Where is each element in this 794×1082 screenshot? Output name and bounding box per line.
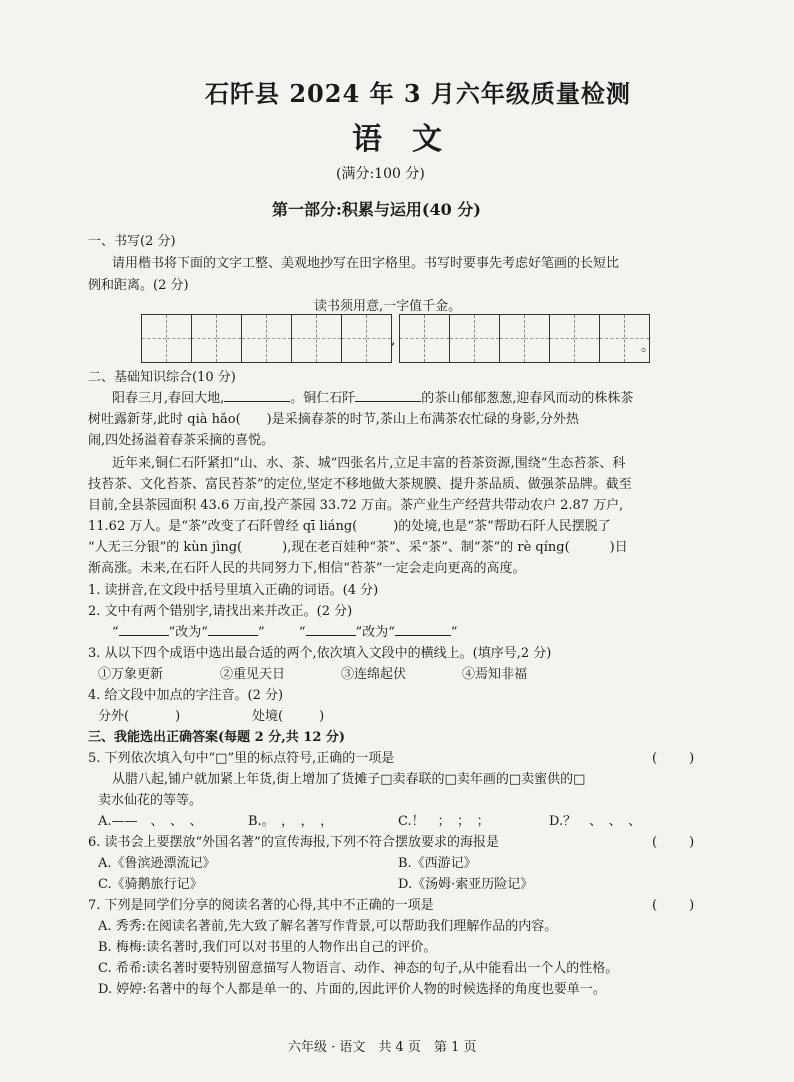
typo-blank[interactable] <box>119 623 169 636</box>
copy-phrase: 读书须用意,一字值千金。 <box>314 299 462 314</box>
q5-option-d[interactable]: D.？ 、 、 、 <box>549 814 642 829</box>
passage-text: 的茶山郁郁葱葱,迎春风而动的株株茶 <box>421 391 634 406</box>
passage-line <box>88 408 579 427</box>
sub-question-4: 4. 给文段中加点的字注音。(2 分) <box>88 688 284 703</box>
passage-line: 近年来,铜仁石阡紧扣“山、水、茶、城”四张名片,立足丰富的苔茶资源,围绕“生态苔茶、科 <box>112 456 626 471</box>
passage-text: 树吐露新芽,此时 qià hǎo( <box>88 412 241 427</box>
grid-comma: , <box>391 332 396 348</box>
passage-text: )日 <box>609 540 628 555</box>
question-7: 7. 下列是同学们分享的阅读名著的心得,其中不正确的一项是 <box>88 898 434 913</box>
typo-blank[interactable] <box>208 623 258 636</box>
idiom-option-1: ①万象更新 <box>98 667 164 682</box>
q7-option-d[interactable]: D. 婷婷:名著中的每个人都是单一的、片面的,因此评价人物的时候选择的角度也要单一。 <box>98 982 606 997</box>
q3-heading: 三、我能选出正确答案(每题 2 分,共 12 分) <box>88 730 346 745</box>
passage-text: “人无三分银”的 kùn jìng( <box>88 540 243 555</box>
q6-option-b[interactable]: B.《西游记》 <box>398 856 477 871</box>
idiom-blank-1[interactable] <box>224 389 290 402</box>
typo-label: ”改为“ <box>168 625 208 640</box>
part-one-heading: 第一部分:积累与运用(40 分) <box>272 200 481 219</box>
q1-instruction-1: 请用楷书将下面的文字工整、美观地抄写在田字格里。书写时要事先考虑好笔画的长短比 <box>112 256 620 271</box>
passage-text: 11.62 万人。是“茶”改变了石阡曾经 qī liáng( <box>88 519 358 534</box>
q6-option-c[interactable]: C.《骑鹅旅行记》 <box>98 877 203 892</box>
writing-grid-left[interactable] <box>141 314 392 363</box>
passage-line: 目前,全县茶园面积 43.6 万亩,投产茶园 33.72 万亩。茶产业生产经营共带动农户 2.87 万户, <box>88 498 624 513</box>
answer-paren-6[interactable]: ( ) <box>652 835 697 850</box>
q5-option-c[interactable]: C.！ ； ； ； <box>398 814 490 829</box>
passage-text: 阳春三月,春回大地, <box>112 391 225 406</box>
phonetic-label: 处境( <box>252 709 284 724</box>
sub-question-3: 3. 从以下四个成语中选出最合适的两个,依次填入文段中的横线上。(填序号,2 分) <box>88 646 552 661</box>
grid-period: 。 <box>641 339 655 355</box>
passage-line <box>112 387 633 406</box>
q5-sentence-2: 卖水仙花的等等。 <box>98 793 203 808</box>
quote-mark: “ <box>112 625 119 640</box>
q6-option-d[interactable]: D.《汤姆·索亚历险记》 <box>398 877 534 892</box>
q6-option-a[interactable]: A.《鲁滨逊漂流记》 <box>98 856 216 871</box>
q1-heading: 一、书写(2 分) <box>88 234 176 249</box>
q7-option-a[interactable]: A. 秀秀:在阅读名著前,先大致了解名著写作背景,可以帮助我们理解作品的内容。 <box>98 919 558 934</box>
phonetic-label: 分外( <box>98 709 130 724</box>
exam-title: 石阡县 2024 年 3 月六年级质量检测 <box>205 79 631 108</box>
subject-title: 语文 <box>352 122 472 157</box>
full-score: (满分:100 分) <box>336 166 425 182</box>
typo-blank[interactable] <box>395 623 451 636</box>
answer-paren-7[interactable]: ( ) <box>652 898 697 913</box>
passage-line <box>88 536 628 555</box>
typo-blank[interactable] <box>306 623 356 636</box>
phonetic-answer-1 <box>98 705 180 724</box>
idiom-option-2: ②重见天日 <box>220 667 286 682</box>
answer-paren-5[interactable]: ( ) <box>652 751 697 766</box>
typo-label: ”改为“ <box>355 625 395 640</box>
phonetic-answer-2 <box>252 705 324 724</box>
question-5: 5. 下列依次填入句中“□”里的标点符号,正确的一项是 <box>88 751 395 766</box>
idiom-option-3: ③连绵起伏 <box>341 667 407 682</box>
sub-question-2: 2. 文中有两个错别字,请找出来并改正。(2 分) <box>88 604 353 619</box>
paren-close: ) <box>175 709 181 724</box>
passage-text: )是采摘春茶的时节,茶山上布满茶农忙碌的身影,分外热 <box>266 412 579 427</box>
sub-question-1: 1. 读拼音,在文段中括号里填入正确的词语。(4 分) <box>88 583 379 598</box>
idiom-blank-2[interactable] <box>355 389 421 402</box>
q5-option-b[interactable]: B.。 ， ， ， <box>248 814 334 829</box>
passage-line: 闹,四处扬溢着春茶采摘的喜悦。 <box>88 433 275 448</box>
quote-mark: ” <box>257 625 265 640</box>
q5-option-a[interactable]: A.—— 、 、 、 <box>98 814 203 829</box>
page-footer: 六年级 · 语文 共 4 页 第 1 页 <box>288 1040 477 1055</box>
q2-heading: 二、基础知识综合(10 分) <box>88 370 236 385</box>
passage-text: 。铜仁石阡 <box>290 391 356 406</box>
passage-line: 技苔茶、文化苔茶、富民苔茶”的定位,坚定不移地做大茶规膜、提升茶品质、做强茶品牌。截至 <box>88 477 632 492</box>
writing-grid-right[interactable] <box>399 314 650 363</box>
passage-text: ),现在老百娃种“茶”、采“茶”、制“茶”的 rè qíng( <box>282 540 570 555</box>
q7-option-b[interactable]: B. 梅梅:读名著时,我们可以对书里的人物作出自己的评价。 <box>98 940 437 955</box>
passage-line <box>88 515 611 534</box>
typo-correction-row <box>112 621 458 640</box>
question-6: 6. 读书会上要摆放“外国名著”的宣传海报,下列不符合摆放要求的海报是 <box>88 835 499 850</box>
quote-mark: ” <box>450 625 458 640</box>
quote-mark: “ <box>298 625 306 640</box>
idiom-option-4: ④焉知非福 <box>462 667 528 682</box>
q1-instruction-2: 例和距离。(2 分) <box>88 278 189 293</box>
q5-sentence-1: 从腊八起,铺户就加紧上年货,街上增加了货摊子□卖春联的□卖年画的□卖蜜供的□ <box>112 772 586 787</box>
paren-close: ) <box>319 709 325 724</box>
passage-line: 渐高涨。未来,在石阡人民的共同努力下,相信“苔茶”一定会走向更高的高度。 <box>88 561 526 576</box>
passage-text: )的处境,也是“茶”帮助石阡人民摆脱了 <box>393 519 611 534</box>
q7-option-c[interactable]: C. 希希:读名著时要特别留意描写人物语言、动作、神态的句子,从中能看出一个人的性格。 <box>98 961 619 976</box>
